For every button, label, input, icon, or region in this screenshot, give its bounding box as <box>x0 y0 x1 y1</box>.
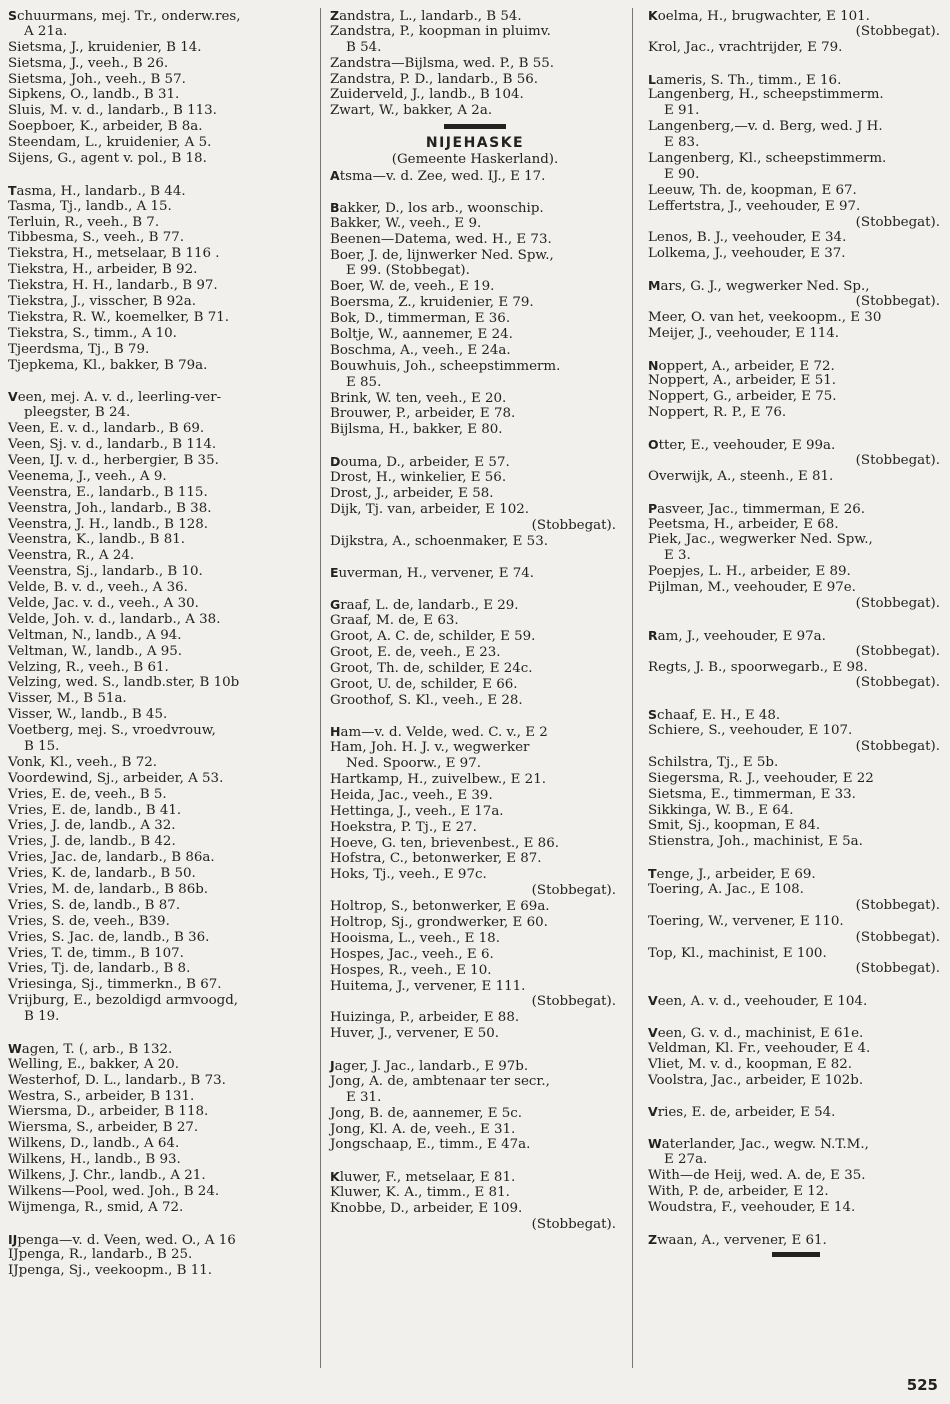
directory-entry: Meijer, J., veehouder, E 114. <box>648 325 840 341</box>
entry-continuation: E 31. <box>346 1089 382 1105</box>
directory-entry: Visser, W., landb., B 45. <box>8 707 168 723</box>
directory-entry: Vries, J. de, landb., A 32. <box>8 818 176 834</box>
directory-entry: Soepboer, K., arbeider, B 8a. <box>8 119 203 135</box>
directory-entry: Vries, E. de, landb., B 41. <box>8 802 182 818</box>
column-divider <box>320 8 321 1368</box>
directory-entry: Schaaf, E. H., E 48. <box>648 707 781 724</box>
directory-entry: IJpenga, Sj., veekoopm., B 11. <box>8 1263 213 1279</box>
directory-entry: Tibbesma, S., veeh., B 77. <box>8 230 185 246</box>
directory-entry: Lameris, S. Th., timm., E 16. <box>648 71 842 88</box>
entry-continuation: E 83. <box>664 135 700 151</box>
directory-entry: Tasma, H., landarb., B 44. <box>8 182 186 199</box>
directory-entry: Euverman, H., vervener, E 74. <box>330 565 535 582</box>
directory-entry: Zwart, W., bakker, A 2a. <box>330 103 493 119</box>
directory-entry: Tenge, J., arbeider, E 69. <box>648 866 816 883</box>
directory-entry: Vries, S. de, veeh., B39. <box>8 913 170 929</box>
section-gap <box>648 485 944 501</box>
directory-entry: Veenema, J., veeh., A 9. <box>8 468 167 484</box>
directory-entry: Wiersma, S., arbeider, B 27. <box>8 1120 199 1136</box>
directory-entry: Kluwer, F., metselaar, E 81. <box>330 1169 516 1186</box>
directory-entry: Zandstra, P. D., landarb., B 56. <box>330 71 539 87</box>
directory-entry: Tiekstra, H. H., landarb., B 97. <box>8 278 218 294</box>
directory-entry: With—de Heij, wed. A. de, E 35. <box>648 1168 866 1184</box>
directory-entry: Noppert, A., arbeider, E 51. <box>648 373 837 389</box>
directory-entry: Veltman, W., landb., A 95. <box>8 643 183 659</box>
directory-entry: Huver, J., vervener, E 50. <box>330 1026 500 1042</box>
directory-entry: Bok, D., timmerman, E 36. <box>330 311 511 327</box>
directory-entry: Veenstra, E., landarb., B 115. <box>8 484 208 500</box>
directory-entry: Otter, E., veehouder, E 99a. <box>648 437 836 454</box>
entry-continuation: (Stobbegat). <box>855 595 940 611</box>
directory-entry: Veen, Sj. v. d., landarb., B 114. <box>8 437 217 453</box>
directory-entry: Voordewind, Sj., arbeider, A 53. <box>8 770 224 786</box>
entry-continuation: (Stobbegat). <box>855 23 940 39</box>
directory-entry: Jager, J. Jac., landarb., E 97b. <box>330 1058 529 1074</box>
directory-entry: Huitema, J., vervener, E 111. <box>330 978 526 994</box>
entry-continuation: E 3. <box>664 548 691 564</box>
directory-entry: Boschma, A., veeh., E 24a. <box>330 342 511 358</box>
directory-entry: Veenstra, Sj., landarb., B 10. <box>8 564 203 580</box>
directory-entry: Holtrop, S., betonwerker, E 69a. <box>330 899 550 915</box>
directory-entry: Piek, Jac., wegwerker Ned. Spw., <box>648 532 873 548</box>
section-gap <box>648 1120 944 1136</box>
directory-entry: Toering, W., vervener, E 110. <box>648 913 844 929</box>
section-gap <box>330 708 620 724</box>
directory-entry: Drost, H., winkelier, E 56. <box>330 470 507 486</box>
directory-entry: Sietsma, J., kruidenier, B 14. <box>8 39 202 55</box>
directory-entry: Boer, J. de, lijnwerker Ned. Spw., <box>330 247 554 263</box>
directory-entry: Smit, Sj., koopman, E 84. <box>648 818 821 834</box>
directory-entry: Knobbe, D., arbeider, E 109. <box>330 1201 523 1217</box>
entry-continuation: B 54. <box>346 39 382 55</box>
directory-entry: Vries, S. de, landb., B 87. <box>8 897 181 913</box>
section-gap <box>330 1042 620 1058</box>
directory-entry: Boer, W. de, veeh., E 19. <box>330 279 495 295</box>
section-gap <box>648 56 944 72</box>
section-gap <box>648 421 944 437</box>
directory-entry: Sietsma, J., veeh., B 26. <box>8 55 169 71</box>
directory-entry: Tiekstra, H., arbeider, B 92. <box>8 262 198 278</box>
directory-entry: Brink, W. ten, veeh., E 20. <box>330 390 507 406</box>
directory-entry: Koelma, H., brugwachter, E 101. <box>648 8 870 24</box>
directory-entry: Hoks, Tj., veeh., E 97c. <box>330 867 487 883</box>
column-2 <box>330 8 620 1233</box>
directory-entry: Tasma, Tj., landb., A 15. <box>8 198 172 214</box>
directory-entry: Wilkens, D., landb., A 64. <box>8 1136 180 1152</box>
entry-continuation: E 27a. <box>664 1152 708 1168</box>
directory-entry: Mars, G. J., wegwerker Ned. Sp., <box>648 278 870 295</box>
directory-entry: Bouwhuis, Joh., scheepstimmerm. <box>330 358 561 374</box>
directory-entry: Pijlman, M., veehouder, E 97e. <box>648 580 856 596</box>
directory-entry: Lolkema, J., veehouder, E 37. <box>648 246 846 262</box>
section-gap <box>330 184 620 200</box>
directory-entry: Sikkinga, W. B., E 64. <box>648 802 794 818</box>
directory-entry: Beenen—Datema, wed. H., E 73. <box>330 231 552 247</box>
directory-entry: Kluwer, K. A., timm., E 81. <box>330 1185 510 1201</box>
directory-entry: Huizinga, P., arbeider, E 88. <box>330 1010 520 1026</box>
directory-entry: Hospes, R., veeh., E 10. <box>330 962 492 978</box>
directory-entry: Hooisma, L., veeh., E 18. <box>330 930 500 946</box>
directory-entry: Hospes, Jac., veeh., E 6. <box>330 946 494 962</box>
directory-entry: Dijk, Tj. van, arbeider, E 102. <box>330 501 530 517</box>
directory-entry: Noppert, A., arbeider, E 72. <box>648 357 835 374</box>
directory-entry: Sluis, M. v. d., landarb., B 113. <box>8 103 217 119</box>
section-gap <box>648 342 944 358</box>
section-gap <box>8 167 313 183</box>
section-gap <box>648 1216 944 1232</box>
directory-entry: Veen, A. v. d., veehouder, E 104. <box>648 993 868 1010</box>
directory-entry: Top, Kl., machinist, E 100. <box>648 945 827 961</box>
section-gap <box>648 977 944 993</box>
directory-entry: Groot, E. de, veeh., E 23. <box>330 644 501 660</box>
directory-entry: Velzing, R., veeh., B 61. <box>8 659 169 675</box>
directory-entry: Steendam, L., kruidenier, A 5. <box>8 135 212 151</box>
directory-entry: Veen, G. v. d., machinist, E 61e. <box>648 1025 864 1041</box>
column-3 <box>648 8 944 1262</box>
directory-entry: Vries, S. Jac. de, landb., B 36. <box>8 929 210 945</box>
directory-entry: Meer, O. van het, veekoopm., E 30 <box>648 309 882 325</box>
directory-entry: Westra, S., arbeider, B 131. <box>8 1088 195 1104</box>
directory-entry: IJpenga—v. d. Veen, wed. O., A 16 <box>8 1231 236 1248</box>
directory-entry: Zandstra, L., landarb., B 54. <box>330 8 522 24</box>
directory-entry: Groothof, S. Kl., veeh., E 28. <box>330 692 523 708</box>
section-gap <box>330 550 620 566</box>
directory-entry: Stienstra, Joh., machinist, E 5a. <box>648 834 863 850</box>
section-gap <box>330 1153 620 1169</box>
directory-entry: Wijmenga, R., smid, A 72. <box>8 1199 184 1215</box>
directory-entry: Jong, B. de, aannemer, E 5c. <box>330 1105 523 1121</box>
directory-entry: Toering, A. Jac., E 108. <box>648 881 804 897</box>
directory-entry: IJpenga, R., landarb., B 25. <box>8 1247 193 1263</box>
page-number: 525 <box>906 1376 938 1394</box>
directory-entry: Drost, J., arbeider, E 58. <box>330 485 494 501</box>
directory-entry: Velde, B. v. d., veeh., A 36. <box>8 580 188 596</box>
directory-entry: Vliet, M. v. d., koopman, E 82. <box>648 1056 853 1072</box>
directory-entry: Hoekstra, P. Tj., E 27. <box>330 819 477 835</box>
directory-entry: Veen, IJ. v. d., herbergier, B 35. <box>8 452 219 468</box>
directory-entry: Vries, E. de, veeh., B 5. <box>8 786 167 802</box>
directory-entry: Sijens, G., agent v. pol., B 18. <box>8 151 207 167</box>
directory-entry: Vrijburg, E., bezoldigd armvoogd, <box>8 993 239 1009</box>
section-gap <box>648 691 944 707</box>
entry-continuation: (Stobbegat). <box>855 643 940 659</box>
directory-entry: Zandstra—Bijlsma, wed. P., B 55. <box>330 55 555 71</box>
directory-entry: Peetsma, H., arbeider, E 68. <box>648 516 839 532</box>
directory-entry: Ham—v. d. Velde, wed. C. v., E 2 <box>330 724 548 741</box>
entry-continuation: (Stobbegat). <box>855 738 940 754</box>
section-gap <box>648 1009 944 1025</box>
directory-entry: Vries, M. de, landarb., B 86b. <box>8 881 209 897</box>
directory-entry: Lenos, B. J., veehouder, E 34. <box>648 230 847 246</box>
directory-entry: Schuurmans, mej. Tr., onderw.res, <box>8 8 241 24</box>
directory-entry: Bijlsma, H., bakker, E 80. <box>330 422 503 438</box>
directory-entry: Zwaan, A., vervener, E 61. <box>648 1231 827 1248</box>
directory-entry: Langenberg,—v. d. Berg, wed. J H. <box>648 119 883 135</box>
section-heading: NIJEHASKE <box>425 135 525 152</box>
directory-entry: Groot, Th. de, schilder, E 24c. <box>330 660 533 676</box>
entry-continuation: (Stobbegat). <box>531 994 616 1010</box>
directory-entry: Hettinga, J., veeh., E 17a. <box>330 803 504 819</box>
column-divider <box>632 8 633 1368</box>
entry-continuation: Ned. Spoorw., E 97. <box>346 756 481 772</box>
directory-entry: Hofstra, C., betonwerker, E 87. <box>330 851 542 867</box>
directory-entry: Tjepkema, Kl., bakker, B 79a. <box>8 357 208 373</box>
directory-entry: Langenberg, Kl., scheepstimmerm. <box>648 151 887 167</box>
directory-entry: Voetberg, mej. S., vroedvrouw, <box>8 723 216 739</box>
directory-entry: Siegersma, R. J., veehouder, E 22 <box>648 770 874 786</box>
directory-entry: Vriesinga, Sj., timmerkn., B 67. <box>8 977 222 993</box>
entry-continuation: (Stobbegat). <box>855 452 940 468</box>
directory-entry: Welling, E., bakker, A 20. <box>8 1056 180 1072</box>
section-gap <box>648 612 944 628</box>
entry-continuation: (Stobbegat). <box>855 214 940 230</box>
directory-entry: Westerhof, D. L., landarb., B 73. <box>8 1072 226 1088</box>
directory-entry: Jong, A. de, ambtenaar ter secr., <box>330 1073 550 1089</box>
directory-entry: Douma, D., arbeider, E 57. <box>330 454 510 471</box>
directory-entry: Vries, E. de, arbeider, E 54. <box>648 1104 836 1121</box>
section-gap <box>648 262 944 278</box>
directory-entry: Sietsma, E., timmerman, E 33. <box>648 786 856 802</box>
entry-continuation: E 85. <box>346 374 382 390</box>
section-divider <box>772 1252 820 1257</box>
directory-entry: Velde, Jac. v. d., veeh., A 30. <box>8 595 199 611</box>
directory-entry: Jongschaap, E., timm., E 47a. <box>330 1137 531 1153</box>
entry-continuation: (Stobbegat). <box>855 294 940 310</box>
directory-entry: Graaf, L. de, landarb., E 29. <box>330 597 519 614</box>
directory-entry: Bakker, D., los arb., woonschip. <box>330 199 544 216</box>
entry-continuation: (Stobbegat). <box>855 897 940 913</box>
directory-entry: Veenstra, K., landb., B 81. <box>8 532 186 548</box>
directory-entry: Dijkstra, A., schoenmaker, E 53. <box>330 533 548 549</box>
directory-entry: Atsma—v. d. Zee, wed. IJ., E 17. <box>330 168 546 185</box>
directory-entry: Regts, J. B., spoorwegarb., E 98. <box>648 659 868 675</box>
directory-entry: Schilstra, Tj., E 5b. <box>648 754 779 770</box>
directory-entry: Wagen, T. (, arb., B 132. <box>8 1040 173 1057</box>
directory-entry: Leffertstra, J., veehouder, E 97. <box>648 198 861 214</box>
directory-entry: Waterlander, Jac., wegw. N.T.M., <box>648 1136 869 1153</box>
directory-entry: Tiekstra, R. W., koemelker, B 71. <box>8 309 230 325</box>
directory-entry: Terluin, R., veeh., B 7. <box>8 214 160 230</box>
directory-entry: Zandstra, P., koopman in pluimv. <box>330 23 551 39</box>
section-gap <box>8 1216 313 1232</box>
directory-entry: Ham, Joh. H. J. v., wegwerker <box>330 740 530 756</box>
directory-entry: Overwijk, A., steenh., E 81. <box>648 468 834 484</box>
directory-entry: Veenstra, R., A 24. <box>8 548 135 564</box>
entry-continuation: E 90. <box>664 166 700 182</box>
directory-entry: Holtrop, Sj., grondwerker, E 60. <box>330 914 548 930</box>
directory-entry: Groot, U. de, schilder, E 66. <box>330 676 518 692</box>
directory-entry: Visser, M., B 51a. <box>8 691 127 707</box>
section-gap <box>648 850 944 866</box>
directory-entry: Krol, Jac., vrachtrijder, E 79. <box>648 39 843 55</box>
directory-entry: Leeuw, Th. de, koopman, E 67. <box>648 182 857 198</box>
entry-continuation: B 19. <box>24 1009 60 1025</box>
directory-entry: Schiere, S., veehouder, E 107. <box>648 723 853 739</box>
directory-entry: Vries, Tj. de, landarb., B 8. <box>8 961 191 977</box>
directory-entry: Pasveer, Jac., timmerman, E 26. <box>648 500 866 517</box>
directory-entry: Veen, E. v. d., landarb., B 69. <box>8 421 205 437</box>
directory-entry: Graaf, M. de, E 63. <box>330 613 459 629</box>
entry-continuation: (Stobbegat). <box>855 675 940 691</box>
section-gap <box>330 581 620 597</box>
entry-continuation: (Stobbegat). <box>531 1216 616 1232</box>
directory-entry: Poepjes, L. H., arbeider, E 89. <box>648 564 851 580</box>
entry-continuation: E 99. (Stobbegat). <box>346 263 470 279</box>
entry-continuation: B 15. <box>24 738 60 754</box>
directory-entry: Noppert, G., arbeider, E 75. <box>648 389 837 405</box>
directory-entry: Ram, J., veehouder, E 97a. <box>648 627 826 644</box>
directory-entry: Groot, A. C. de, schilder, E 59. <box>330 628 536 644</box>
column-1 <box>8 8 313 1279</box>
directory-entry: Woudstra, F., veehouder, E 14. <box>648 1199 856 1215</box>
directory-entry: Vries, J. de, landb., B 42. <box>8 834 176 850</box>
directory-entry: Velzing, wed. S., landb.ster, B 10b <box>8 675 240 691</box>
entry-continuation: E 91. <box>664 103 700 119</box>
section-gap <box>330 438 620 454</box>
directory-entry: Jong, Kl. A. de, veeh., E 31. <box>330 1121 516 1137</box>
directory-entry: Tjeerdsma, Tj., B 79. <box>8 341 150 357</box>
directory-entry: With, P. de, arbeider, E 12. <box>648 1183 829 1199</box>
directory-entry: Veen, mej. A. v. d., leerling-ver- <box>8 389 222 406</box>
section-gap <box>8 1025 313 1041</box>
directory-entry: Sipkens, O., landb., B 31. <box>8 87 180 103</box>
directory-entry: Wilkens—Pool, wed. Joh., B 24. <box>8 1183 220 1199</box>
entry-continuation: A 21a. <box>24 23 68 39</box>
section-gap <box>648 1089 944 1105</box>
section-gap <box>8 373 313 389</box>
directory-entry: Wilkens, H., landb., B 93. <box>8 1152 181 1168</box>
entry-continuation: (Stobbegat). <box>855 929 940 945</box>
directory-entry: Langenberg, H., scheepstimmerm. <box>648 87 884 103</box>
section-subheading: (Gemeente Haskerland). <box>391 152 559 168</box>
directory-entry: Boltje, W., aannemer, E 24. <box>330 327 513 343</box>
directory-entry: Sietsma, Joh., veeh., B 57. <box>8 71 186 87</box>
directory-entry: Brouwer, P., arbeider, E 78. <box>330 406 516 422</box>
directory-entry: Vonk, Kl., veeh., B 72. <box>8 754 158 770</box>
directory-entry: Wilkens, J. Chr., landb., A 21. <box>8 1168 206 1184</box>
entry-continuation: (Stobbegat). <box>855 961 940 977</box>
directory-entry: Hartkamp, H., zuivelbew., E 21. <box>330 771 546 787</box>
directory-entry: Wiersma, D., arbeider, B 118. <box>8 1104 209 1120</box>
entry-continuation: pleegster, B 24. <box>24 405 131 421</box>
directory-entry: Vries, K. de, landarb., B 50. <box>8 866 196 882</box>
directory-entry: Tiekstra, S., timm., A 10. <box>8 325 177 341</box>
directory-entry: Veldman, Kl. Fr., veehouder, E 4. <box>648 1040 871 1056</box>
directory-entry: Voolstra, Jac., arbeider, E 102b. <box>648 1072 864 1088</box>
directory-entry: Veltman, N., landb., A 94. <box>8 627 182 643</box>
directory-entry: Velde, Joh. v. d., landarb., A 38. <box>8 611 221 627</box>
directory-entry: Noppert, R. P., E 76. <box>648 405 787 421</box>
directory-entry: Vries, Jac. de, landarb., B 86a. <box>8 850 215 866</box>
directory-entry: Boersma, Z., kruidenier, E 79. <box>330 295 534 311</box>
section-divider <box>444 124 506 129</box>
directory-entry: Tiekstra, J., visscher, B 92a. <box>8 294 196 310</box>
directory-entry: Vries, T. de, timm., B 107. <box>8 945 184 961</box>
directory-entry: Zuiderveld, J., landb., B 104. <box>330 87 524 103</box>
directory-entry: Bakker, W., veeh., E 9. <box>330 215 482 231</box>
entry-continuation: (Stobbegat). <box>531 517 616 533</box>
directory-entry: Hoeve, G. ten, brievenbest., E 86. <box>330 835 559 851</box>
directory-entry: Heida, Jac., veeh., E 39. <box>330 787 493 803</box>
directory-entry: Veenstra, Joh., landarb., B 38. <box>8 500 212 516</box>
directory-entry: Veenstra, J. H., landb., B 128. <box>8 516 209 532</box>
directory-entry: Tiekstra, H., metselaar, B 116 . <box>8 246 220 262</box>
entry-continuation: (Stobbegat). <box>531 883 616 899</box>
